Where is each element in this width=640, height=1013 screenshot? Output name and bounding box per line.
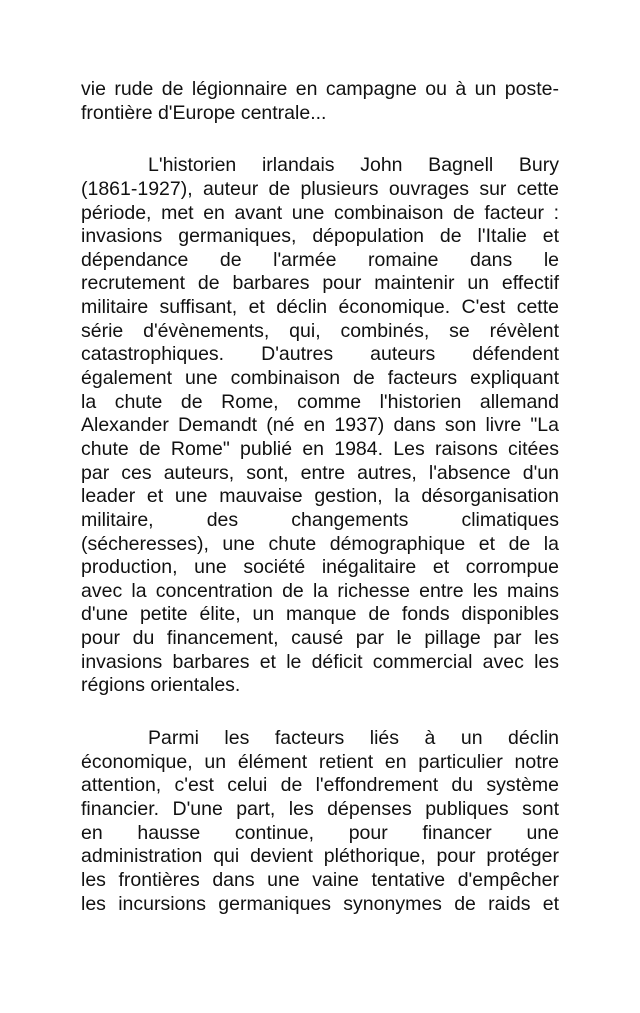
- text-line: financier. D'une part, les dépenses publiques sont: [81, 797, 559, 820]
- text-line: production, une société inégalitaire et corrompue: [81, 556, 559, 579]
- text-line: pour du financement, causé par le pillage par les: [81, 627, 559, 650]
- text-line: administration qui devient pléthorique, pour protéger: [81, 845, 559, 868]
- text-line: catastrophiques. D'autres auteurs défendent: [81, 343, 559, 366]
- text-line: économique, un élément retient en particulier notre: [81, 750, 559, 773]
- text-line: les frontières dans une vaine tentative d'empêcher: [81, 868, 559, 891]
- text-line: invasions barbares et le déficit commercial avec les: [81, 650, 559, 673]
- text-line: la chute de Rome, comme l'historien allemand: [81, 390, 559, 413]
- text-line: avec la concentration de la richesse entre les mains: [81, 579, 559, 602]
- text-line: série d'évènements, qui, combinés, se révèlent: [81, 319, 559, 342]
- text-line: dépendance de l'armée romaine dans le: [81, 248, 559, 271]
- text-line: (sécheresses), une chute démographique et de la: [81, 532, 559, 555]
- text-line: d'une petite élite, un manque de fonds disponibles: [81, 603, 559, 626]
- paragraph: [81, 154, 559, 698]
- text-line: en hausse continue, pour financer une: [81, 821, 559, 844]
- text-line: également une combinaison de facteurs expliquant: [81, 367, 559, 390]
- paragraph: [81, 78, 559, 125]
- text-line: régions orientales.: [81, 674, 241, 697]
- text-line: vie rude de légionnaire en campagne ou à un poste-: [81, 78, 559, 100]
- document-page: [81, 78, 559, 916]
- text-line: leader et une mauvaise gestion, la désorganisation: [81, 485, 559, 508]
- text-line: attention, c'est celui de l'effondrement du système: [81, 774, 559, 797]
- text-line: recrutement de barbares pour maintenir un effectif: [81, 272, 559, 295]
- paragraph: [81, 727, 559, 916]
- text-line: les incursions germaniques synonymes de raids et: [81, 892, 559, 915]
- text-line: militaire suffisant, et déclin économique. C'est cette: [81, 296, 559, 319]
- text-line: chute de Rome" publié en 1984. Les raisons citées: [81, 437, 559, 460]
- text-line: L'historien irlandais John Bagnell Bury: [148, 154, 559, 177]
- text-line: Parmi les facteurs liés à un déclin: [148, 727, 559, 750]
- text-line: frontière d'Europe centrale...: [81, 101, 327, 124]
- text-line: période, met en avant une combinaison de facteur :: [81, 201, 559, 224]
- text-line: militaire, des changements climatiques: [81, 508, 559, 531]
- text-line: par ces auteurs, sont, entre autres, l'absence d'un: [81, 461, 559, 484]
- text-line: (1861-1927), auteur de plusieurs ouvrages sur cette: [81, 177, 559, 200]
- text-line: Alexander Demandt (né en 1937) dans son livre "La: [81, 414, 559, 437]
- text-line: invasions germaniques, dépopulation de l'Italie et: [81, 225, 559, 248]
